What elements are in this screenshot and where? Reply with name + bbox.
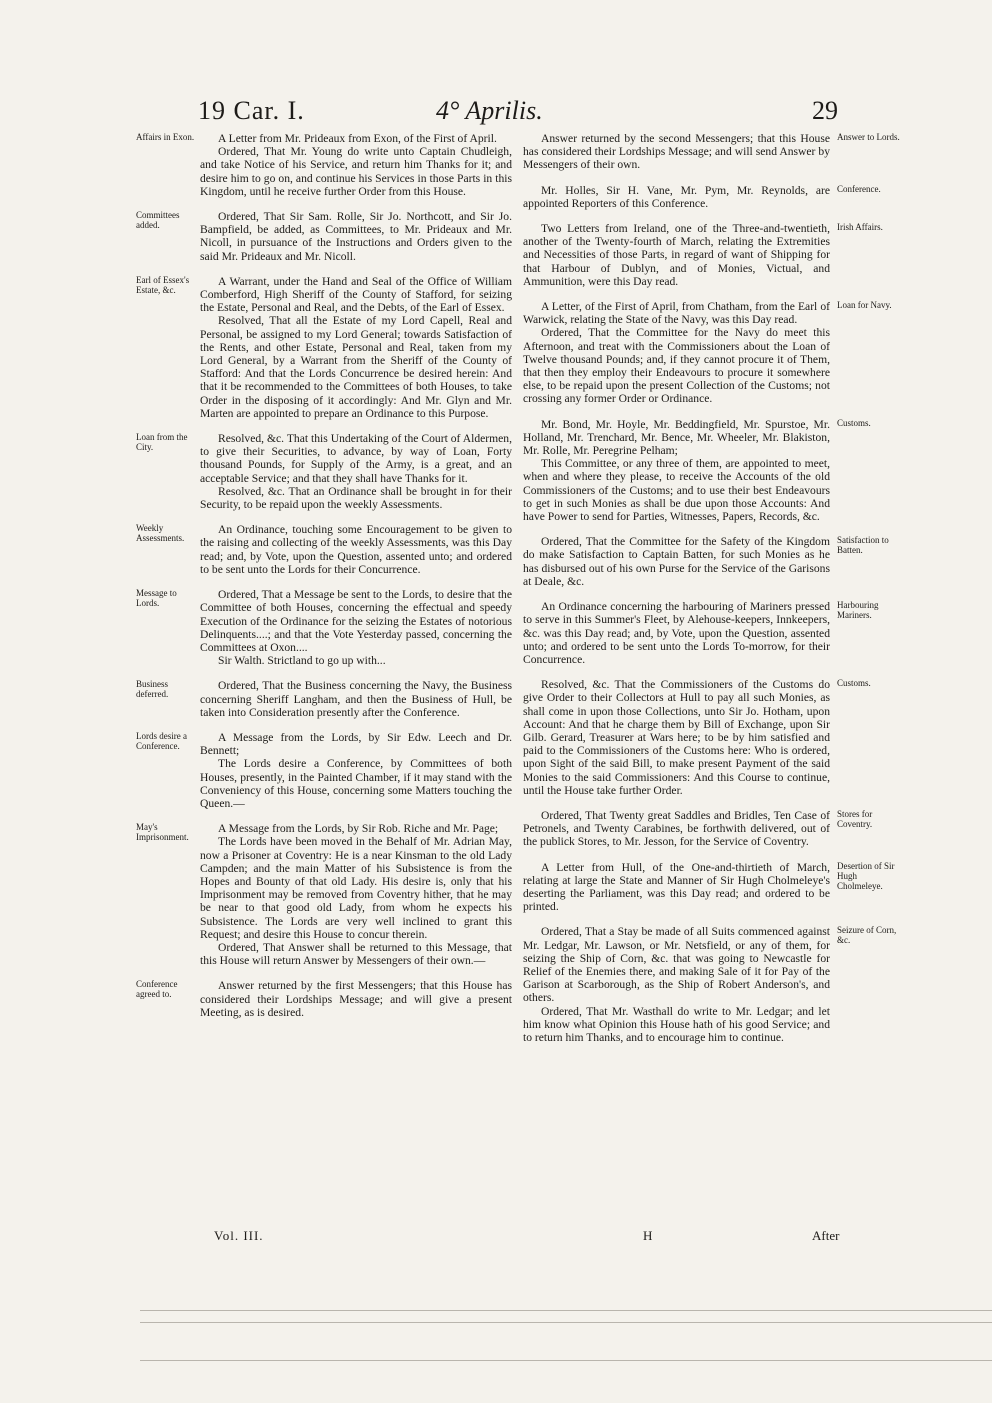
- margin-note: Answer to Lords.: [837, 132, 900, 142]
- catchword: After: [812, 1228, 840, 1243]
- entry: [136, 523, 512, 576]
- entry: [136, 979, 512, 1019]
- paragraph: Mr. Bond, Mr. Hoyle, Mr. Beddingfield, Mr. Spurstoe, Mr. Holland, Mr. Trenchard, Mr. Bence, Mr. Wheeler, Mr. Blakiston, Mr. Rolle, Mr. Peregrine Pelham;: [523, 417, 830, 458]
- paragraph: Ordered, That Mr. Young do write unto Captain Chudleigh, and take Notice of his Service, and return him Thanks for it; and desire him to go on, and continue his Services in those Parts in this Kingdom, until he receive further Order from this House.: [200, 145, 512, 198]
- paragraph: Ordered, That Sir Sam. Rolle, Sir Jo. Northcott, and Sir Jo. Bampfield, be added, as Committees, to Mr. Prideaux and Mr. Nicoll, in pursuance of the Instructions and Orders given to the said Mr. Prideaux and Mr. Nicoll.: [200, 210, 512, 263]
- margin-note: Lords desire a Conference.: [136, 730, 187, 751]
- volume-mark: Vol. III.: [214, 1228, 264, 1243]
- margin-note: Loan from the City.: [136, 432, 188, 453]
- signature-mark: H: [643, 1228, 653, 1243]
- entry: [523, 678, 871, 797]
- margin-note: Harbouring Mariners.: [837, 600, 879, 621]
- margin-note: Desertion of Sir Hugh Cholmeleye.: [837, 860, 895, 891]
- margin-note: Business deferred.: [136, 679, 169, 700]
- margin-note: Customs.: [837, 417, 871, 428]
- margin-note: Irish Affairs.: [837, 222, 883, 233]
- margin-note: Satisfaction to Batten.: [837, 535, 889, 556]
- paragraph: A Letter from Mr. Prideaux from Exon, of the First of April.: [218, 132, 497, 145]
- entry: [523, 300, 892, 406]
- paragraph: Ordered, That a Message be sent to the Lords, to desire that the Committee of both Houses, concerning the effectual and speedy Execution of the Ordinance for the seizing the Estates of notorious Delinquents....; and that the Vote Yesterday passed, concerning the Committees at Oxon....: [200, 588, 512, 654]
- margin-note: Conference agreed to.: [136, 979, 178, 1000]
- margin-note: Message to Lords.: [136, 588, 177, 609]
- entry: [523, 183, 881, 210]
- scan-line: [140, 1360, 992, 1361]
- paragraph: Answer returned by the first Messengers; that this House has considered their Lordships Message; and will give a present Meeting, as is desired.: [200, 979, 512, 1019]
- scan-line: [140, 1310, 992, 1311]
- entry: [523, 925, 897, 1044]
- entry: [136, 132, 512, 198]
- entry: [136, 679, 512, 719]
- paragraph: A Message from the Lords, by Sir Edw. Leech and Dr. Bennett;: [200, 730, 512, 758]
- margin-note: Seizure of Corn, &c.: [837, 925, 897, 946]
- paragraph: Ordered, That Answer shall be returned to this Message, that this House will return Answer by Messengers of their own.—: [200, 940, 512, 968]
- scan-line: [140, 1322, 992, 1323]
- entry: [136, 588, 512, 668]
- entry: [523, 600, 879, 666]
- paragraph: The Lords desire a Conference, by Committees of both Houses, presently, in the Painted Chamber, if it may stand with the Conveniency of this House, concerning some Matters touching the Queen.—: [200, 757, 512, 810]
- entry: [136, 210, 512, 263]
- entry: [523, 417, 871, 524]
- paragraph: A Letter, of the First of April, from Chatham, from the Earl of Warwick, relating the State of the Navy, was this Day read.: [523, 300, 830, 327]
- margin-note: May's Imprisonment.: [136, 822, 189, 843]
- paragraph: Ordered, That Twenty great Saddles and Bridles, Ten Case of Petronels, and Twenty Carabines, be forthwith delivered, out of the publick Stores, to Mr. Jesson, for the Service of Coventry.: [523, 808, 830, 849]
- page-number: 29: [812, 96, 838, 125]
- paragraph: Answer returned by the second Messengers; that this House has considered their Lordships Message; and will send Answer by Messengers of their own.: [523, 132, 830, 172]
- paragraph: Mr. Holles, Sir H. Vane, Mr. Pym, Mr. Reynolds, are appointed Reporters of this Conference.: [523, 183, 830, 210]
- margin-note: Conference.: [837, 183, 881, 194]
- paragraph: This Committee, or any three of them, are appointed to meet, when and where they please, to receive the Accounts of the old Commissioners of the Customs; and to use their best Endeavours to get in such Monies as shall be due upon those Accounts: And have Power to send for Parties, Witnesses, Papers, Records, &c.: [523, 457, 830, 524]
- paragraph: An Ordinance, touching some Encouragement to be given to the raising and collecting of the weekly Assessments, was this Day read; and, by Vote, upon the Question, assented unto; and ordered to be sent unto the Lords for their Concurrence.: [200, 523, 512, 576]
- running-head-left: 19 Car. I.: [198, 96, 305, 125]
- paragraph: Ordered, That a Stay be made of all Suits commenced against Mr. Ledgar, Mr. Lawson, or Mr. Netsfield, or any of them, for seizing the Ship of Corn, &c. that was going to Newcastle for Relief of the Enemies there, and making Sale of it for Pay of the Garison at Scarborough, as the Ship of Robert Anderson's, and others.: [523, 925, 830, 1005]
- margin-note: Weekly Assessments.: [136, 523, 185, 544]
- right-column: [523, 132, 900, 1056]
- paragraph: A Letter from Hull, of the One-and-thirtieth of March, relating at large the State and Manner of Sir Hugh Cholmeleye's deserting the Parliament, was this Day read; and ordered to be printed.: [523, 860, 830, 914]
- paragraph: A Message from the Lords, by Sir Rob. Riche and Mr. Page;: [218, 822, 499, 836]
- paragraph: Ordered, That the Business concerning the Navy, the Business concerning Sheriff Langham, and then the Business of Hull, be taken into Consideration presently after the Conference.: [200, 679, 512, 719]
- paragraph: Resolved, &c. That this Undertaking of the Court of Aldermen, to give their Securities, to advance, by way of Loan, Forty thousand Pounds, for Supply of the Army, is a great, and an acceptable Service; and that they shall have Thanks for it.: [200, 432, 512, 485]
- running-head-date: 4° Aprilis.: [436, 96, 543, 125]
- paragraph: A Warrant, under the Hand and Seal of the Office of William Comberford, High Sheriff of the County of Stafford, for seizing the Estate, Personal and Real, and the Debts, of the Earl of Essex.: [200, 274, 512, 315]
- paragraph: Resolved, &c. That an Ordinance shall be brought in for their Security, to be repaid upon the weekly Assessments.: [200, 484, 512, 512]
- margin-note: Affairs in Exon.: [136, 132, 195, 142]
- entry: [136, 730, 512, 810]
- paragraph: An Ordinance concerning the harbouring of Mariners pressed to serve in this Summer's Fleet, by Alehouse-keepers, Innkeepers, &c. was this Day read; and, by Vote, upon the Question, assented unto; and ordered to be sent unto the Lords To-morrow, for their Concurrence.: [523, 600, 830, 666]
- paragraph: Two Letters from Ireland, one of the Three-and-twentieth, another of the Twenty-fourth of March, relating the Extremities and Necessities of those Parts, in regard of want of Shipping for that Harbour of Dublyn, and of Monies, Victual, and Ammunition, were this Day read.: [523, 222, 830, 288]
- entry: [136, 274, 512, 420]
- paragraph: Ordered, That the Committee for the Safety of the Kingdom do make Satisfaction to Captain Batten, for such Monies as he has disbursed out of his own Purse for the Service of the Garisons at Deale, &c.: [523, 535, 830, 588]
- entry: [136, 432, 512, 512]
- paragraph: Ordered, That the Committee for the Navy do meet this Afternoon, and treat with the Commissioners about the Loan of Twelve thousand Pounds; and, if they cannot procure it of Them, that then they employ their Endeavours to procure it somewhere else, to be repaid upon the present Collection of the Customs; not crossing any former Order or Ordinance.: [523, 326, 830, 406]
- paragraph: Sir Walth. Strictland to go up with...: [218, 654, 386, 668]
- entry: [136, 822, 512, 968]
- paragraph: Ordered, That Mr. Wasthall do write to Mr. Ledgar; and let him know what Opinion this House hath of his good Service; and to return him Thanks, and to encourage him to continue.: [523, 1004, 830, 1044]
- entry: [523, 535, 889, 588]
- margin-note: Loan for Navy.: [837, 300, 892, 311]
- entry: [523, 132, 900, 172]
- entry: [523, 860, 895, 914]
- margin-note: Stores for Coventry.: [837, 808, 873, 829]
- paragraph: Resolved, That all the Estate of my Lord Capell, Real and Personal, be assigned to my Lord General; towards Satisfaction of the Rents, and other Estate, Personal and Real, taken from my Lord General, by a Warrant from the Sheriff of the County of Stafford: And that the Lords Concurrence be desired herein: And that it be recommended to the Committees of both Houses, to take Order in the disposing of it accordingly: And Mr. Glyn and Mr. Marten are appointed to prepare an Ordinance to this Purpose.: [200, 314, 512, 420]
- margin-note: Committees added.: [136, 210, 180, 231]
- margin-note: Customs.: [837, 678, 871, 689]
- margin-note: Earl of Essex's Estate, &c.: [136, 274, 190, 295]
- left-column: [136, 132, 512, 1031]
- paragraph: Resolved, &c. That the Commissioners of the Customs do give Order to their Collectors at Hull to pay all such Monies, as shall come in upon those Collections, unto Sir Jo. Hotham, upon Account: And that he charge them by Bill of Exchange, upon Sir Gilb. Gerard, Treasurer at Wars here; to be by him satisfied and paid to the Commissioners of the Customs here: Who is ordered, upon Sight of the said Bill, to make present Payment of the said Monies to the said Commissioners: And this Course to continue, until the House take further Order.: [523, 678, 830, 797]
- paragraph: The Lords have been moved in the Behalf of Mr. Adrian May, now a Prisoner at Coventry: He is a near Kinsman to the old Lady Campden; and the main Matter of his Subsistence is from the Hopes and Bounty of that old Lady. His desire is, only that his Imprisonment may be removed from Coventry hither, that he may be near to that good old Lady, from whom he expects his Subsistence. The Lords are very well inclined to grant this Request; and desire this House to concur therein.: [200, 835, 512, 941]
- entry: [523, 222, 883, 288]
- entry: [523, 808, 873, 849]
